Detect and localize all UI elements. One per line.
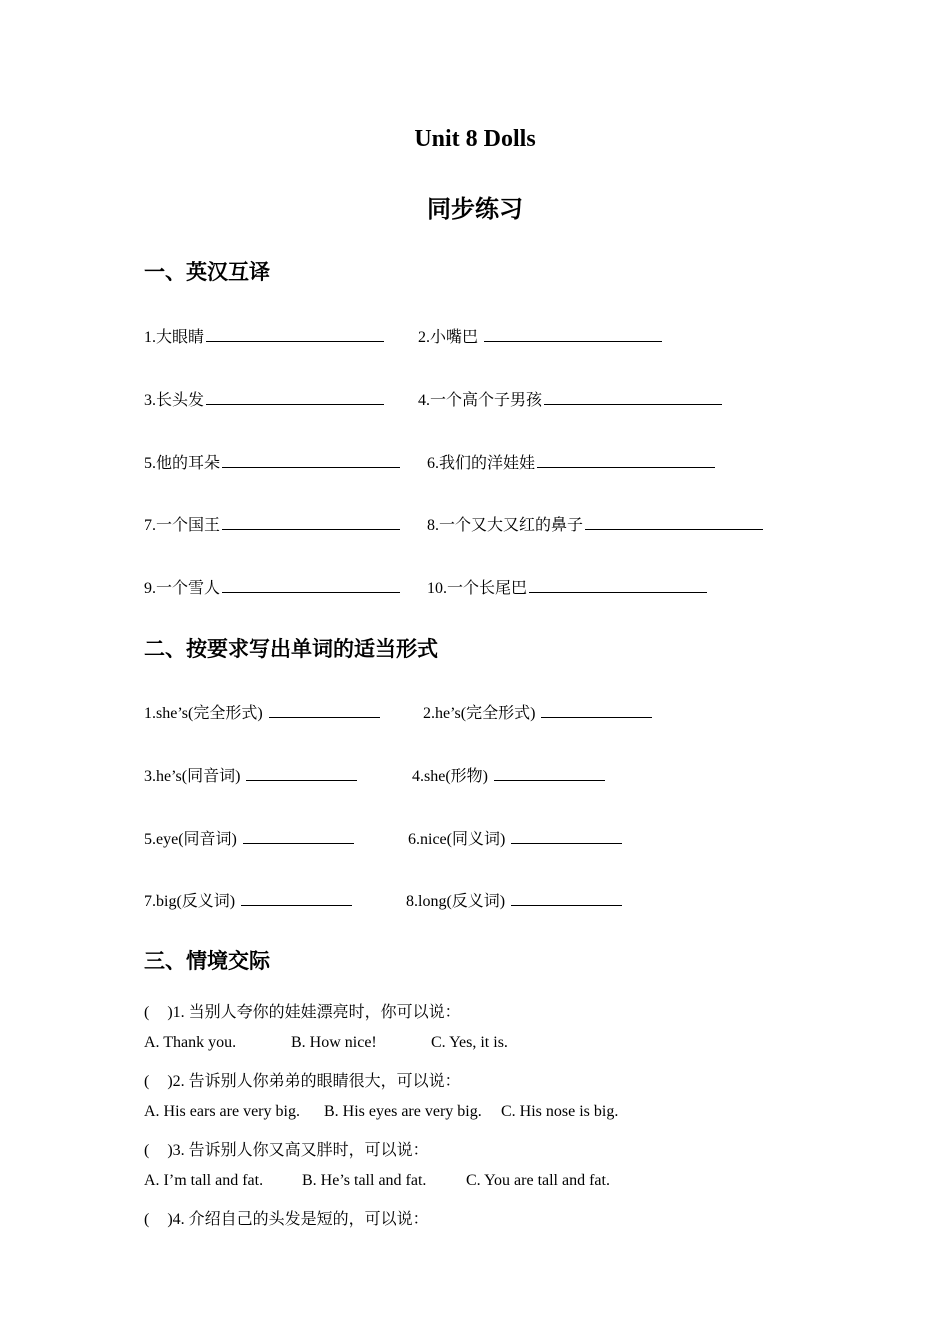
section2-heading: 二、按要求写出单词的适当形式 xyxy=(144,637,438,661)
s3-q1-option-c: C. Yes, it is. xyxy=(431,1034,508,1051)
s2-item-7: 7.big(反义词) xyxy=(144,888,352,911)
s1-item-3: 3.长头发 xyxy=(144,387,384,410)
section1-heading: 一、英汉互译 xyxy=(144,260,270,284)
s2-item-2: 2.he’s(完全形式) xyxy=(423,700,652,723)
s3-question-4: ( )4. 介绍自己的头发是短的，可以说： xyxy=(144,1211,429,1228)
answer-blank[interactable] xyxy=(243,829,354,844)
s1-item-10: 10.一个长尾巴 xyxy=(427,575,707,598)
s3-q3-option-c: C. You are tall and fat. xyxy=(466,1172,610,1189)
s2-item-1: 1.she’s(完全形式) xyxy=(144,700,380,723)
answer-blank[interactable] xyxy=(206,390,384,405)
answer-blank[interactable] xyxy=(246,766,357,781)
page-title: Unit 8 Dolls xyxy=(414,126,536,152)
s3-question-3: ( )3. 告诉别人你又高又胖时，可以说： xyxy=(144,1142,429,1159)
answer-paren-open[interactable]: ( xyxy=(144,1004,150,1021)
answer-paren-open[interactable]: ( xyxy=(144,1073,150,1090)
s3-q3-option-a: A. I’m tall and fat. xyxy=(144,1172,264,1189)
answer-blank[interactable] xyxy=(585,515,763,530)
s2-item-8: 8.long(反义词) xyxy=(406,888,622,911)
s1-item-7: 7.一个国王 xyxy=(144,512,400,535)
answer-blank[interactable] xyxy=(484,327,662,342)
s3-q1-option-a: A. Thank you. xyxy=(144,1034,237,1051)
s2-item-3: 3.he’s(同音词) xyxy=(144,763,357,786)
answer-blank[interactable] xyxy=(222,578,400,593)
s3-question-2: ( )2. 告诉别人你弟弟的眼睛很大，可以说： xyxy=(144,1073,461,1090)
answer-blank[interactable] xyxy=(222,453,400,468)
answer-paren-open[interactable]: ( xyxy=(144,1211,150,1228)
section3-heading: 三、情境交际 xyxy=(144,949,270,973)
answer-blank[interactable] xyxy=(529,578,707,593)
s1-item-9: 9.一个雪人 xyxy=(144,575,400,598)
answer-blank[interactable] xyxy=(511,829,622,844)
s2-item-6: 6.nice(同义词) xyxy=(408,826,622,849)
s3-q2-option-b: B. His eyes are very big. xyxy=(324,1103,482,1120)
answer-blank[interactable] xyxy=(537,453,715,468)
page-subtitle: 同步练习 xyxy=(427,195,523,223)
s3-q2-option-c: C. His nose is big. xyxy=(501,1103,619,1120)
answer-blank[interactable] xyxy=(222,515,400,530)
s3-q1-option-b: B. How nice! xyxy=(291,1034,377,1051)
answer-blank[interactable] xyxy=(241,891,352,906)
answer-blank[interactable] xyxy=(511,891,622,906)
s2-item-4: 4.she(形物) xyxy=(412,763,605,786)
answer-blank[interactable] xyxy=(269,703,380,718)
s1-item-5: 5.他的耳朵 xyxy=(144,450,400,473)
s1-item-8: 8.一个又大又红的鼻子 xyxy=(427,512,763,535)
answer-blank[interactable] xyxy=(544,390,722,405)
s3-q2-option-a: A. His ears are very big. xyxy=(144,1103,300,1120)
answer-paren-open[interactable]: ( xyxy=(144,1142,150,1159)
s3-question-1: ( )1. 当别人夸你的娃娃漂亮时，你可以说： xyxy=(144,1004,461,1021)
s3-q3-option-b: B. He’s tall and fat. xyxy=(302,1172,427,1189)
answer-blank[interactable] xyxy=(494,766,605,781)
s1-item-4: 4.一个高个子男孩 xyxy=(418,387,722,410)
s1-item-1: 1.大眼睛 xyxy=(144,324,384,347)
answer-blank[interactable] xyxy=(541,703,652,718)
s1-item-2: 2.小嘴巴 xyxy=(418,324,662,347)
answer-blank[interactable] xyxy=(206,327,384,342)
s2-item-5: 5.eye(同音词) xyxy=(144,826,354,849)
s1-item-6: 6.我们的洋娃娃 xyxy=(427,450,715,473)
